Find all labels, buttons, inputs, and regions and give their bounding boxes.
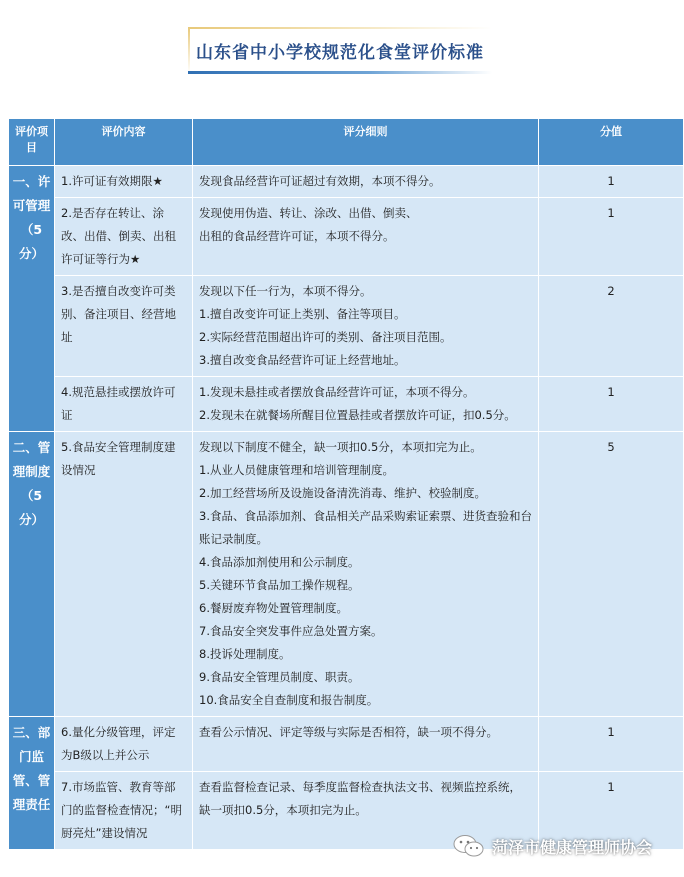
- detail-line: 2.加工经营场所及设施设备清洗消毒、维护、校验制度。: [199, 486, 486, 500]
- detail-line: 3.擅自改变食品经营许可证上经营地址。: [199, 353, 406, 367]
- table-row: [9, 276, 684, 377]
- header-content: 评价内容: [55, 119, 193, 166]
- details-cell: [193, 166, 539, 198]
- detail-line: 发现以下任一行为，本项不得分。: [199, 284, 372, 298]
- detail-line: 3.食品、食品添加剂、食品相关产品采购索证索票、进货查验和台账记录制度。: [199, 509, 532, 546]
- table-row: [9, 166, 684, 198]
- detail-line: 2.发现未在就餐场所醒目位置悬挂或者摆放许可证，扣0.5分。: [199, 408, 516, 422]
- detail-line: 9.食品安全管理员制度、职责。: [199, 670, 360, 684]
- detail-line: 出租的食品经营许可证，本项不得分。: [199, 229, 395, 243]
- evaluation-table: [8, 118, 684, 850]
- details-cell: [193, 377, 539, 432]
- page-title: 山东省中小学校规范化食堂评价标准: [196, 43, 484, 63]
- detail-line: 查看公示情况、评定等级与实际是否相符，缺一项不得分。: [199, 725, 498, 739]
- category-cell: 一、许可管理（5分）: [9, 166, 55, 432]
- score-cell: 2: [539, 276, 684, 377]
- header-details: 评分细则: [193, 119, 539, 166]
- detail-line: 7.食品安全突发事件应急处置方案。: [199, 624, 383, 638]
- watermark: [452, 832, 652, 860]
- content-cell: 5.食品安全管理制度建设情况: [55, 432, 193, 717]
- content-cell: 7.市场监管、教育等部门的监督检查情况；“明厨亮灶”建设情况: [55, 772, 193, 850]
- content-cell: 4.规范悬挂或摆放许可证: [55, 377, 193, 432]
- table-row: [9, 717, 684, 772]
- score-cell: 5: [539, 432, 684, 717]
- detail-line: 8.投诉处理制度。: [199, 647, 291, 661]
- score-cell: 1: [539, 198, 684, 276]
- header-item: 评价项目: [9, 119, 55, 166]
- details-cell: [193, 276, 539, 377]
- detail-line: 发现食品经营许可证超过有效期，本项不得分。: [199, 174, 441, 188]
- table-row: [9, 432, 684, 717]
- detail-line: 发现使用伪造、转让、涂改、出借、倒卖、: [199, 206, 418, 220]
- content-cell: 2.是否存在转让、涂改、出借、倒卖、出租许可证等行为★: [55, 198, 193, 276]
- detail-line: 5.关键环节食品加工操作规程。: [199, 578, 360, 592]
- header-score: 分值: [539, 119, 684, 166]
- category-cell: 三、部门监管、管理责任: [9, 717, 55, 850]
- details-cell: [193, 198, 539, 276]
- detail-line: 1.发现未悬挂或者摆放食品经营许可证，本项不得分。: [199, 385, 475, 399]
- score-cell: 1: [539, 772, 684, 850]
- category-cell: 二、管理制度（5分）: [9, 432, 55, 717]
- detail-line: 4.食品添加剂使用和公示制度。: [199, 555, 360, 569]
- detail-line: 2.实际经营范围超出许可的类别、备注项目范围。: [199, 330, 452, 344]
- detail-line: 发现以下制度不健全，缺一项扣0.5分，本项扣完为止。: [199, 440, 482, 454]
- table-body: [9, 166, 684, 850]
- detail-line: 6.餐厨废弃物处置管理制度。: [199, 601, 348, 615]
- detail-line: 查看监督检查记录、每季度监督检查执法文书、视频监控系统，缺一项扣0.5分，本项扣完为止。: [199, 780, 521, 817]
- title-rule-left: [188, 27, 190, 73]
- score-cell: 1: [539, 377, 684, 432]
- title-rule-bottom: [188, 71, 492, 74]
- title-rule-top: [188, 27, 492, 29]
- detail-line: 1.擅自改变许可证上类别、备注等项目。: [199, 307, 406, 321]
- wechat-icon: [452, 834, 486, 858]
- content-cell: 1.许可证有效期限★: [55, 166, 193, 198]
- title-block: [0, 0, 684, 118]
- content-cell: 6.量化分级管理，评定为B级以上并公示: [55, 717, 193, 772]
- detail-line: 10.食品安全自查制度和报告制度。: [199, 693, 379, 707]
- details-cell: [193, 717, 539, 772]
- score-cell: 1: [539, 166, 684, 198]
- score-cell: 1: [539, 717, 684, 772]
- table-header-row: [9, 119, 684, 166]
- watermark-text: 菏泽市健康管理师协会: [492, 837, 653, 857]
- content-cell: 3.是否擅自改变许可类别、备注项目、经营地址: [55, 276, 193, 377]
- details-cell: [193, 432, 539, 717]
- table-row: [9, 377, 684, 432]
- detail-line: 1.从业人员健康管理和培训管理制度。: [199, 463, 394, 477]
- table-row: [9, 198, 684, 276]
